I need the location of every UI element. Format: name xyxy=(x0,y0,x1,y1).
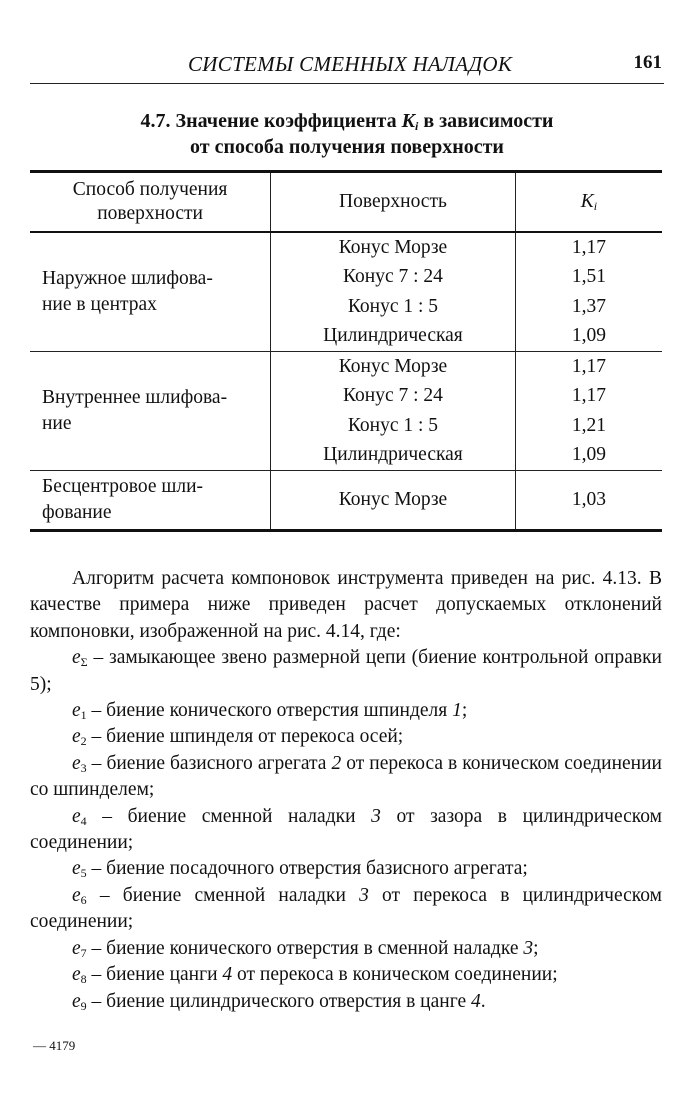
table-caption xyxy=(30,108,664,160)
caption-line-2: от способа получения поверхности xyxy=(190,136,504,158)
surface-cell: Конус Морзе Конус 7 : 24 Конус 1 : 5 Цилиндрическая xyxy=(271,351,516,470)
list-item: $e_6$ – биение сменной наладки 3 от перекоса в цилиндрическом соединении; xyxy=(30,884,662,933)
footer-signature: — 4179 xyxy=(33,1038,76,1053)
intro-paragraph: Алгоритм расчета компоновок инструмента приведен на рис. 4.13. В качестве примера ниже приведен расчет допускаемых отклонений компоновки, изображенной на рис. 4.14, где: xyxy=(30,568,662,642)
k-cell: 1,03 xyxy=(515,470,662,530)
header-rule xyxy=(30,83,664,84)
running-head xyxy=(40,52,662,78)
list-item: $e_\Sigma$ – замыкающее звено размерной цепи (биение контрольной оправки 5); xyxy=(30,647,662,695)
surface-cell: Конус Морзе Конус 7 : 24 Конус 1 : 5 Цилиндрическая xyxy=(271,232,516,352)
caption-line-1: 4.7. Значение коэффициента $K_i$ в зависимости xyxy=(140,110,554,133)
page-number: 161 xyxy=(633,52,662,73)
k-cell: 1,17 1,51 1,37 1,09 xyxy=(515,232,662,352)
surface-cell: Конус Морзе xyxy=(271,470,516,530)
method-cell: Наружное шлифова- ние в центрах xyxy=(30,232,271,352)
table-group-row xyxy=(30,351,662,470)
table-group-row xyxy=(30,470,662,530)
caption-k-symbol: K xyxy=(401,110,415,132)
list-item: $e_2$ – биение шпинделя от перекоса осей; xyxy=(72,726,404,749)
method-cell: Бесцентровое шли- фование xyxy=(30,470,271,530)
list-item: $e_5$ – биение посадочного отверстия базисного агрегата; xyxy=(72,858,528,881)
list-item: $e_1$ – биение конического отверстия шпинделя 1; xyxy=(72,700,468,723)
list-item: $e_8$ – биение цанги 4 от перекоса в коническом соединении; xyxy=(72,964,558,987)
list-item: $e_3$ – биение базисного агрегата 2 от перекоса в коническом соединении со шпинделем; xyxy=(30,752,662,801)
body-text xyxy=(30,566,662,1015)
running-title: СИСТЕМЫ СМЕННЫХ НАЛАДОК xyxy=(188,52,513,76)
list-item: $e_9$ – биение цилиндрического отверстия в цанге 4. xyxy=(72,990,486,1013)
list-item: $e_4$ – биение сменной наладки 3 от зазора в цилиндрическом соединении; xyxy=(30,805,662,854)
header-k: $K_i$ xyxy=(515,172,662,232)
coefficient-table xyxy=(30,170,662,532)
k-cell: 1,17 1,17 1,21 1,09 xyxy=(515,351,662,470)
table-header-row xyxy=(30,172,662,232)
header-surface: Поверхность xyxy=(271,172,516,232)
header-method: Способ получения поверхности xyxy=(30,172,271,232)
list-item: $e_7$ – биение конического отверстия в сменной наладке 3; xyxy=(72,937,539,960)
method-cell: Внутреннее шлифова- ние xyxy=(30,351,271,470)
table-group-row xyxy=(30,232,662,352)
